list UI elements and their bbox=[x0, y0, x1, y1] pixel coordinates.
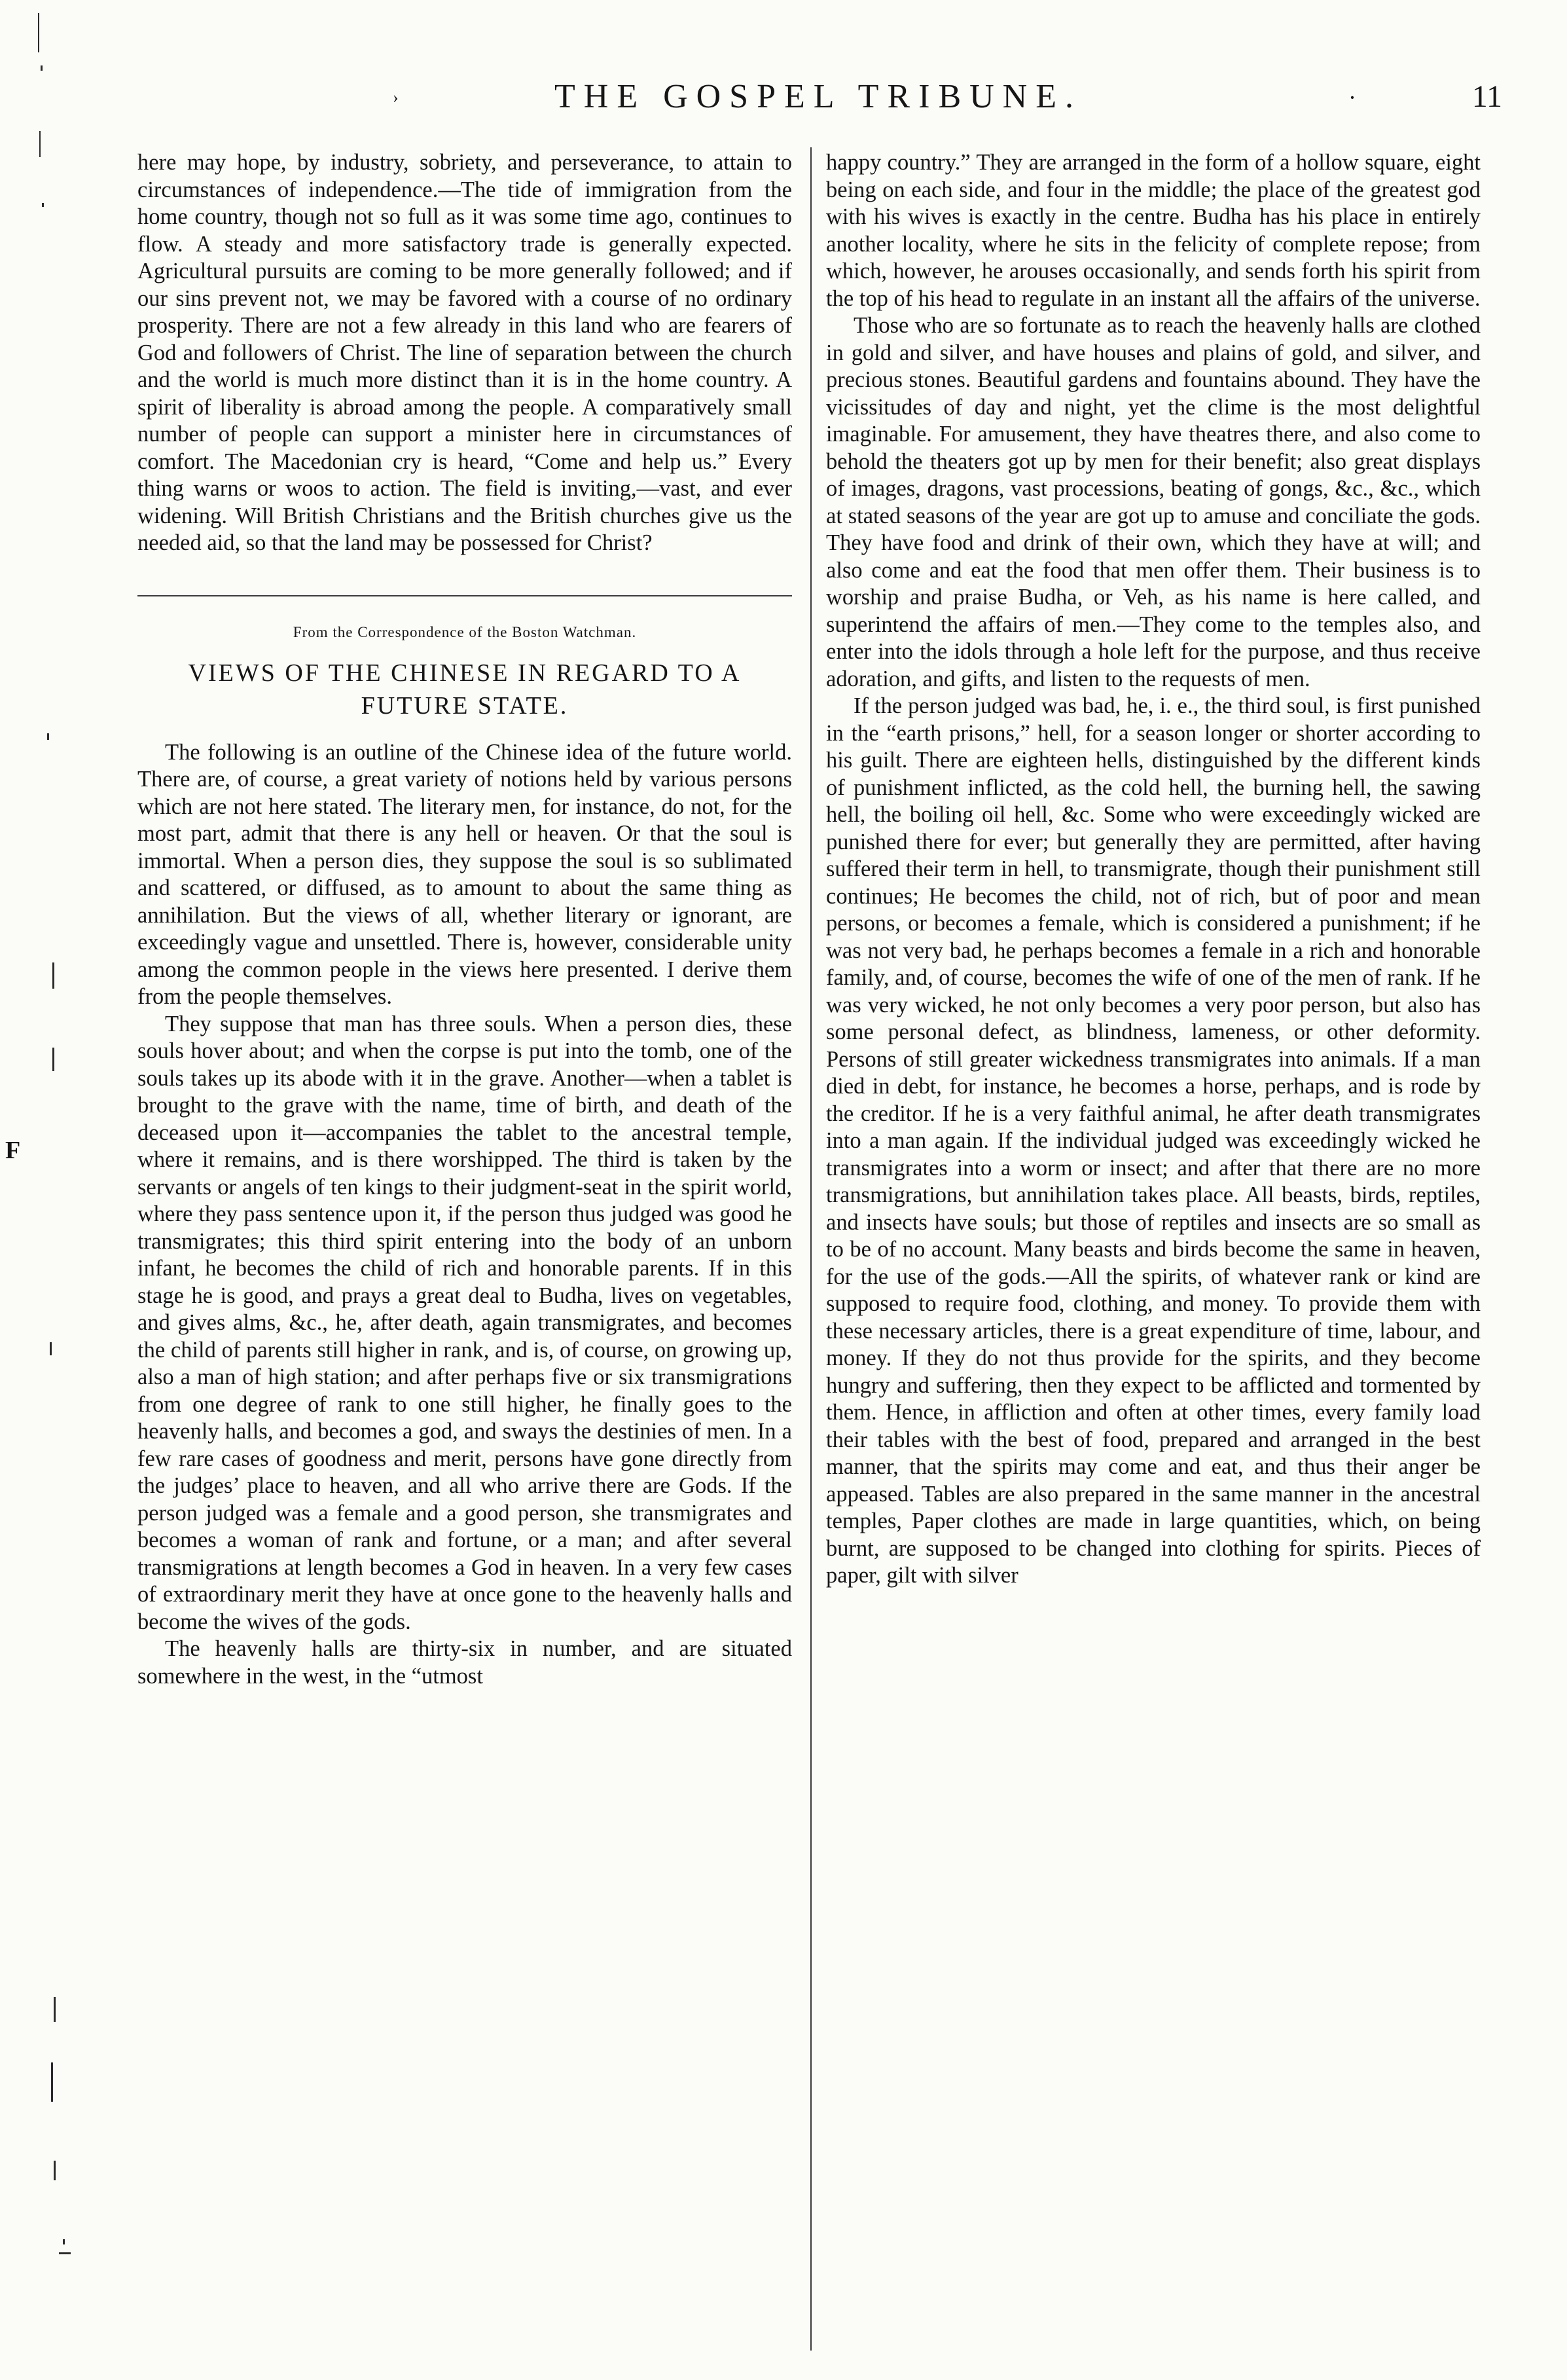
page-number: 11 bbox=[1471, 79, 1502, 114]
article-separator bbox=[137, 595, 792, 596]
article-source: From the Correspondence of the Boston Watchman. bbox=[293, 623, 637, 640]
article-paragraph: happy country.” They are arranged in the form of a hollow square, eight being on each side, and four in the middle; the place of the greatest god with his wives is exactly in the centre. Budha has his place in entirely another locality, where he sits in the felicity of complete repose; from which, however, he arouses occasionally, and sends forth his spirit from the top of his head to regulate in an instant all the affairs of the universe. bbox=[826, 150, 1481, 311]
article-paragraph: If the person judged was bad, he, i. e., the third soul, is first punished in the “earth prisons,” hell, for a season longer or shorter according to his guilt. There are eighteen hells, distinguished by the different kinds of punishment inflicted, as the cold hell, the burning hell, the sawing hell, the boiling oil hell, &c. Some who were exceedingly wicked are punished there for ever; but generally they are permitted, after having suffered their term in hell, to transmigrate, though their punishment still continues; He becomes the child, not of rich, but of poor and mean persons, or becomes a female, which is considered a punishment; if he was not very bad, he perhaps becomes a female in a rich and honorable family, and, of course, becomes the wife of one of the men of rank. If he was very wicked, he not only becomes a very poor person, but also has some personal defect, as blindness, lameness, or other deformity. Persons of still greater wickedness transmigrates into animals. If a man died in debt, for instance, he becomes a horse, perhaps, and is rode by the creditor. If he is a very faithful animal, he after death transmigrates into a man again. If the individual judged was exceedingly wicked he transmigrates into a worm or insect; and after that there are no more transmigrations, but annihilation takes place. All beasts, birds, reptiles, and insects have souls; but those of reptiles and insects are so small as to be of no account. Many beasts and birds become the same in heaven, for the use of the gods.—All the spirits, of whatever rank or kind are supposed to require food, clothing, and money. To provide them with these necessary articles, there is a great expenditure of time, labour, and money. If they do not thus provide for the spirits, and they become hungry and suffering, then they expect to be afflicted and tormented by them. Hence, in affliction and often at other times, every family load their tables with the best of food, prepared and arranged in the best manner, that the spirits may come and eat, and thus their anger be appeased. Tables are also prepared in the same manner in the ancestral temples, Paper clothes are made in large quantities, which, on being burnt, are supposed to be changed into clothing for spirits. Pieces of paper, gilt with silver bbox=[826, 693, 1481, 1588]
newspaper-title: THE GOSPEL TRIBUNE. bbox=[554, 78, 1082, 115]
article-paragraph: Those who are so fortunate as to reach the heavenly halls are clothed in gold and silver, and have houses and plains of gold, and silver, and precious stones. Beautiful gardens and fountains abound. They have the vicissitudes of day and night, yet the clime is the most delightful imaginable. For amusement, they have theatres there, and also come to behold the theaters got up by men for their benefit; also great displays of images, dragons, vast processions, beating of gongs, &c., &c., which at stated seasons of the year are got up to amuse and conciliate the gods. They have food and drink of their own, which they have at will; and also come and eat the food that men offer them. Their business is to worship and praise Budha, or Veh, as his name is here called, and superintend the affairs of men.—They come to the temples also, and enter into the idols through a hole left for the purpose, and thus receive adoration, and gifts, and listen to the requests of men. bbox=[826, 313, 1481, 691]
page-header bbox=[134, 77, 1502, 117]
article-paragraph: The heavenly halls are thirty-six in number, and are situated somewhere in the west, in the “utmost bbox=[137, 1636, 792, 1689]
left-column bbox=[137, 149, 792, 2310]
left-margin-marks bbox=[0, 0, 98, 2380]
column-divider bbox=[810, 147, 812, 2351]
article-paragraph: They suppose that man has three souls. When a person dies, these souls hover about; and when the corpse is put into the tomb, one of the souls takes up its abode with it in the grave. Another—when a tablet is brought to the grave with the name, time of birth, and death of the deceased upon it—accompanies the tablet to the ancestral temple, where it remains, and is there worshipped. The third is taken by the servants or angels of ten kings to their judgment-seat in the spirit world, where they pass sentence upon it, if the person thus judged was good he transmigrates; this third spirit entering into the body of an unborn infant, he becomes the child of rich and honorable parents. If in this stage he is good, and prays a great deal to Budha, lives on vegetables, and gives alms, &c., he, after death, again transmigrates, and becomes the child of parents still higher in rank, and is, of course, on growing up, also a man of high station; and after perhaps five or six transmigrations from one degree of rank to one still higher, he finally goes to the heavenly halls, and becomes a god, and sways the destinies of men. In a few rare cases of goodness and merit, persons have gone directly from the judges’ place to heaven, and all who arrive there are Gods. If the person judged was a female and a good person, she transmigrates and becomes a woman of rank and fortune, or a man; and after several transmigrations at length becomes a God in heaven. In a very few cases of extraordinary merit they have at once gone to the heavenly halls and become the wives of the gods. bbox=[137, 1011, 792, 1634]
header-dot-mark: · bbox=[1348, 84, 1356, 111]
header-arrow-mark: › bbox=[393, 88, 399, 107]
continued-paragraph: here may hope, by industry, sobriety, and perseverance, to attain to circumstances of independence.—The tide of immigration from the home country, though not so full as it was some time ago, continues to flow. A steady and more satisfactory trade is generally expected. Agricultural pursuits are coming to be more generally followed; and if our sins prevent not, we may be favored with a course of no ordinary prosperity. There are not a few already in this land who are fearers of God and followers of Christ. The line of separation between the church and the world is much more distinct than it is in the home country. A spirit of liberality is abroad among the people. A comparatively small number of people can support a minister here in circumstances of comfort. The Macedonian cry is heard, “Come and help us.” Every thing warns or woos to action. The field is inviting,—vast, and ever widening. Will British Christians and the British churches give us the needed aid, so that the land may be possessed for Christ? bbox=[137, 150, 792, 555]
article-heading: VIEWS OF THE CHINESE IN REGARD TO A FUTURE STATE. bbox=[188, 659, 742, 720]
right-column bbox=[826, 149, 1481, 2310]
article-paragraph: The following is an outline of the Chinese idea of the future world. There are, of course, a great variety of notions held by various persons which are not here stated. The literary men, for instance, do not, for the most part, admit that there is any hell or heaven. Or that the soul is immortal. When a person dies, they suppose the soul is so sublimated and scattered, or diffused, as to amount to about the same thing as annihilation. But the views of all, whether literary or ignorant, are exceedingly vague and unsettled. There is, however, considerable unity among the common people in the views here presented. I derive them from the people themselves. bbox=[137, 739, 792, 1009]
margin-letter: F bbox=[5, 1137, 21, 1164]
